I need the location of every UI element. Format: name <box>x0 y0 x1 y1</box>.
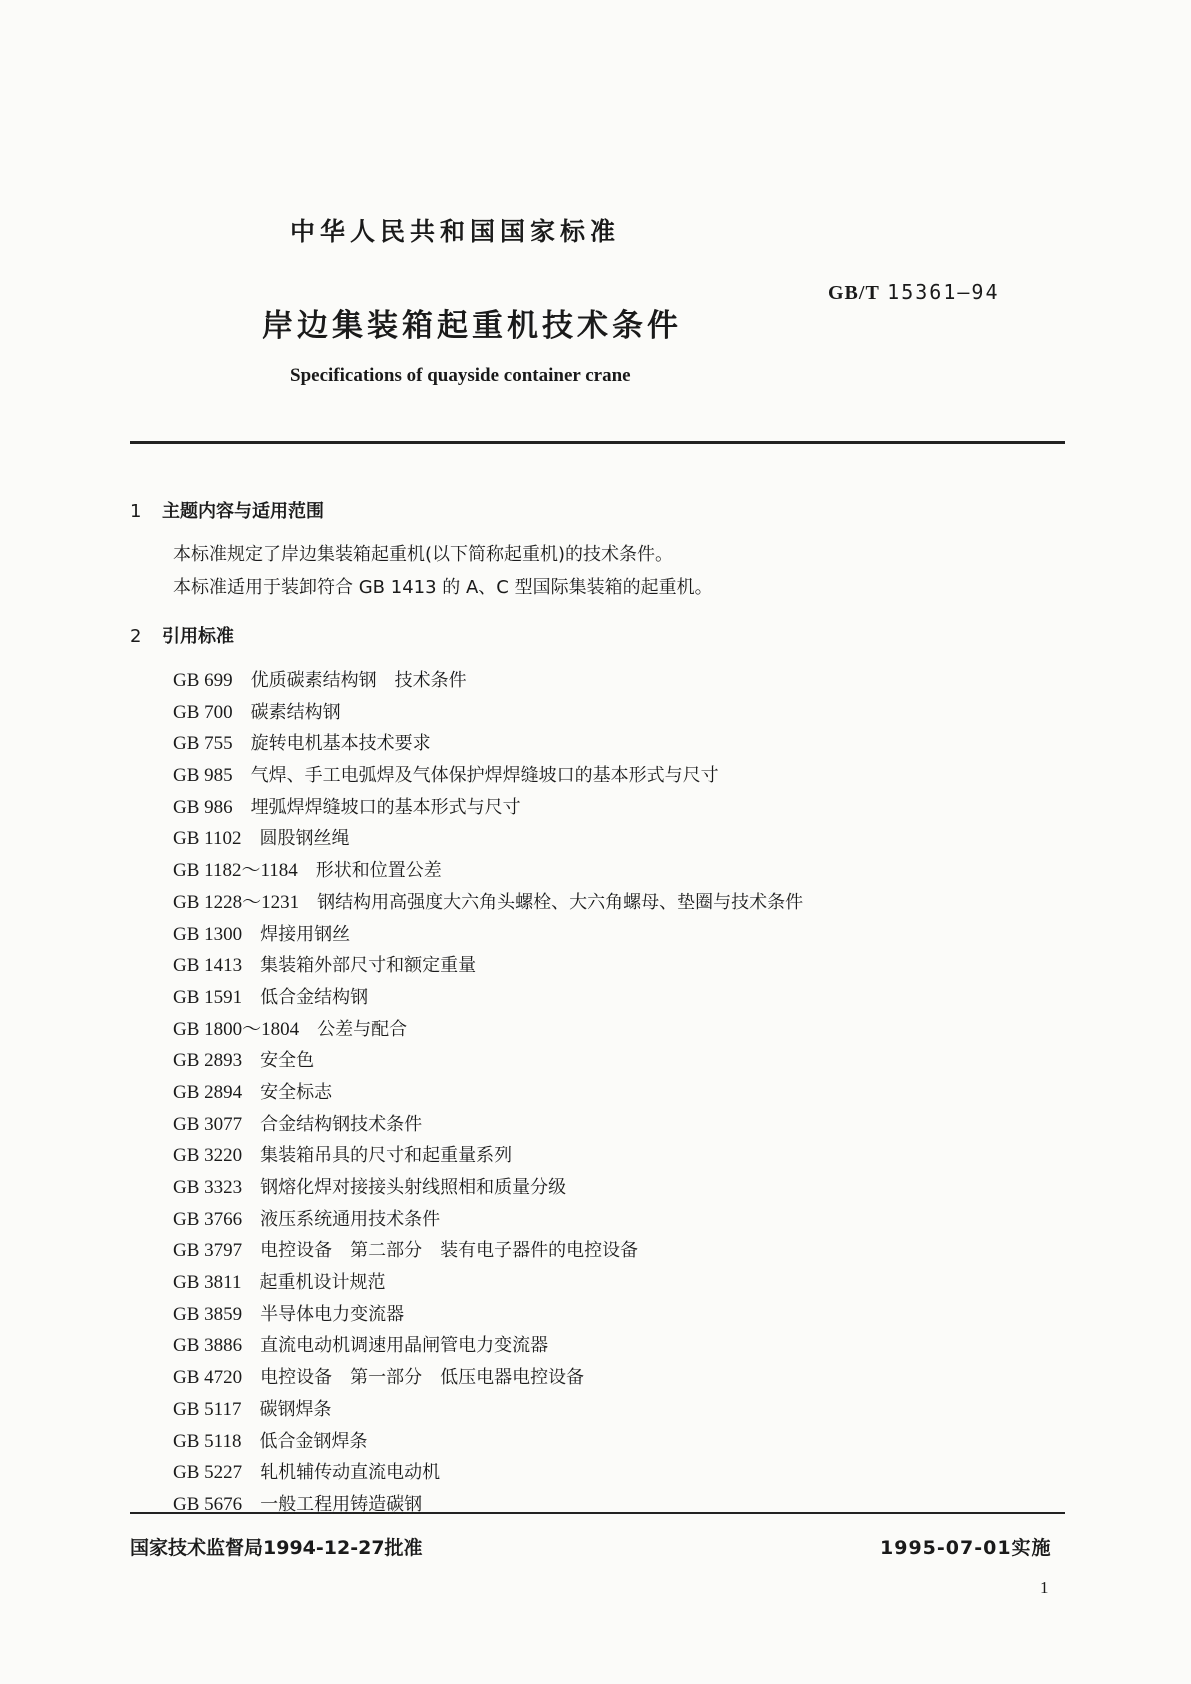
reference-title: 起重机设计规范 <box>259 1272 386 1294</box>
reference-title: 电控设备 第二部分 装有电子器件的电控设备 <box>260 1240 639 1262</box>
reference-item <box>173 1394 803 1426</box>
section-1-heading <box>130 497 324 523</box>
reference-item <box>173 1489 803 1521</box>
page-number: 1 <box>1040 1578 1049 1597</box>
reference-code: GB 5227 <box>173 1462 243 1484</box>
reference-title: 旋转电机基本技术要求 <box>250 733 431 755</box>
reference-code: GB 1800～1804 <box>173 1018 300 1040</box>
reference-item <box>173 982 803 1014</box>
section-title: 主题内容与适用范围 <box>162 501 324 522</box>
standard-prefix: GB/T <box>828 282 880 304</box>
reference-title: 碳钢焊条 <box>259 1398 332 1420</box>
reference-title: 合金结构钢技术条件 <box>260 1113 423 1135</box>
reference-item <box>173 1140 803 1172</box>
reference-title: 液压系统通用技术条件 <box>260 1208 441 1230</box>
reference-item <box>173 665 803 697</box>
reference-title: 焊接用钢丝 <box>260 923 351 945</box>
reference-title: 轧机辅传动直流电动机 <box>260 1462 441 1484</box>
reference-item <box>173 1330 803 1362</box>
reference-title: 集装箱外部尺寸和额定重量 <box>260 955 477 977</box>
reference-code: GB 1591 <box>173 986 243 1008</box>
reference-code: GB 5118 <box>173 1430 242 1452</box>
reference-code: GB 755 <box>173 733 233 755</box>
reference-code: GB 2894 <box>173 1081 243 1103</box>
reference-title: 低合金钢焊条 <box>259 1430 368 1452</box>
section-number: 1 <box>130 501 142 522</box>
section-title: 引用标准 <box>162 626 234 647</box>
reference-item <box>173 697 803 729</box>
reference-title: 优质碳素结构钢 技术条件 <box>250 670 467 691</box>
reference-title: 形状和位置公差 <box>315 860 442 882</box>
reference-item <box>173 1267 803 1299</box>
reference-item <box>173 1426 803 1458</box>
reference-code: GB 4720 <box>173 1367 243 1389</box>
reference-code: GB 3797 <box>173 1240 243 1262</box>
reference-code: GB 3859 <box>173 1303 243 1325</box>
implementation-date: 1995-07-01实施 <box>880 1537 1052 1559</box>
reference-code: GB 985 <box>173 765 233 787</box>
section-1-paragraph: 本标准规定了岸边集装箱起重机(以下简称起重机)的技术条件。 <box>173 544 674 565</box>
reference-title: 一般工程用铸造碳钢 <box>260 1493 423 1515</box>
standard-code: 15361—94 <box>887 280 1000 304</box>
reference-item <box>173 1045 803 1077</box>
reference-title: 钢熔化焊对接接头射线照相和质量分级 <box>260 1177 567 1198</box>
reference-code: GB 1102 <box>173 828 242 850</box>
reference-item <box>173 887 803 919</box>
reference-title: 直流电动机调速用晶闸管电力变流器 <box>260 1335 549 1357</box>
page-title: 岸边集装箱起重机技术条件 <box>262 308 682 344</box>
reference-item <box>173 855 803 887</box>
section-2-heading <box>130 622 234 648</box>
reference-title: 低合金结构钢 <box>260 986 369 1008</box>
reference-item <box>173 1362 803 1394</box>
reference-code: GB 3323 <box>173 1177 243 1198</box>
reference-item <box>173 1172 803 1204</box>
reference-title: 半导体电力变流器 <box>260 1303 405 1325</box>
reference-title: 电控设备 第一部分 低压电器电控设备 <box>260 1367 585 1389</box>
reference-item <box>173 919 803 951</box>
reference-item <box>173 950 803 982</box>
reference-list <box>173 665 803 1521</box>
reference-item <box>173 728 803 760</box>
reference-code: GB 3886 <box>173 1335 243 1357</box>
section-number: 2 <box>130 626 142 647</box>
reference-code: GB 3077 <box>173 1113 243 1135</box>
reference-item <box>173 1457 803 1489</box>
reference-code: GB 1300 <box>173 923 243 945</box>
reference-title: 碳素结构钢 <box>250 701 341 723</box>
reference-code: GB 1228～1231 <box>173 891 300 913</box>
reference-item <box>173 792 803 824</box>
english-title: Specifications of quayside container crane <box>290 365 631 386</box>
reference-code: GB 3220 <box>173 1145 243 1167</box>
reference-title: 气焊、手工电弧焊及气体保护焊焊缝坡口的基本形式与尺寸 <box>250 765 719 787</box>
reference-code: GB 3811 <box>173 1272 242 1294</box>
reference-title: 圆股钢丝绳 <box>259 828 350 850</box>
reference-title: 安全标志 <box>260 1081 333 1103</box>
reference-item <box>173 1235 803 1267</box>
approval-note: 国家技术监督局1994-12-27批准 <box>130 1537 423 1559</box>
standard-number <box>828 280 999 305</box>
reference-code: GB 1182～1184 <box>173 860 298 882</box>
reference-item <box>173 1204 803 1236</box>
reference-title: 埋弧焊焊缝坡口的基本形式与尺寸 <box>250 796 521 818</box>
reference-item <box>173 823 803 855</box>
reference-code: GB 3766 <box>173 1208 243 1230</box>
footer-divider <box>130 1512 1065 1514</box>
reference-title: 公差与配合 <box>317 1018 408 1040</box>
reference-code: GB 2893 <box>173 1050 243 1072</box>
reference-item <box>173 1014 803 1046</box>
national-standard-heading: 中华人民共和国国家标准 <box>290 217 621 246</box>
reference-title: 钢结构用高强度大六角头螺栓、大六角螺母、垫圈与技术条件 <box>317 891 804 913</box>
reference-item <box>173 1299 803 1331</box>
reference-code: GB 5676 <box>173 1493 243 1515</box>
reference-item <box>173 1077 803 1109</box>
reference-code: GB 1413 <box>173 955 243 977</box>
reference-code: GB 986 <box>173 796 233 818</box>
reference-item <box>173 1109 803 1141</box>
reference-title: 集装箱吊具的尺寸和起重量系列 <box>260 1145 513 1167</box>
reference-code: GB 5117 <box>173 1398 242 1420</box>
reference-code: GB 699 <box>173 670 233 691</box>
reference-code: GB 700 <box>173 701 233 723</box>
reference-item <box>173 760 803 792</box>
reference-title: 安全色 <box>260 1050 315 1072</box>
header-divider <box>130 441 1065 444</box>
section-1-paragraph: 本标准适用于装卸符合 GB 1413 的 A、C 型国际集装箱的起重机。 <box>173 577 713 598</box>
